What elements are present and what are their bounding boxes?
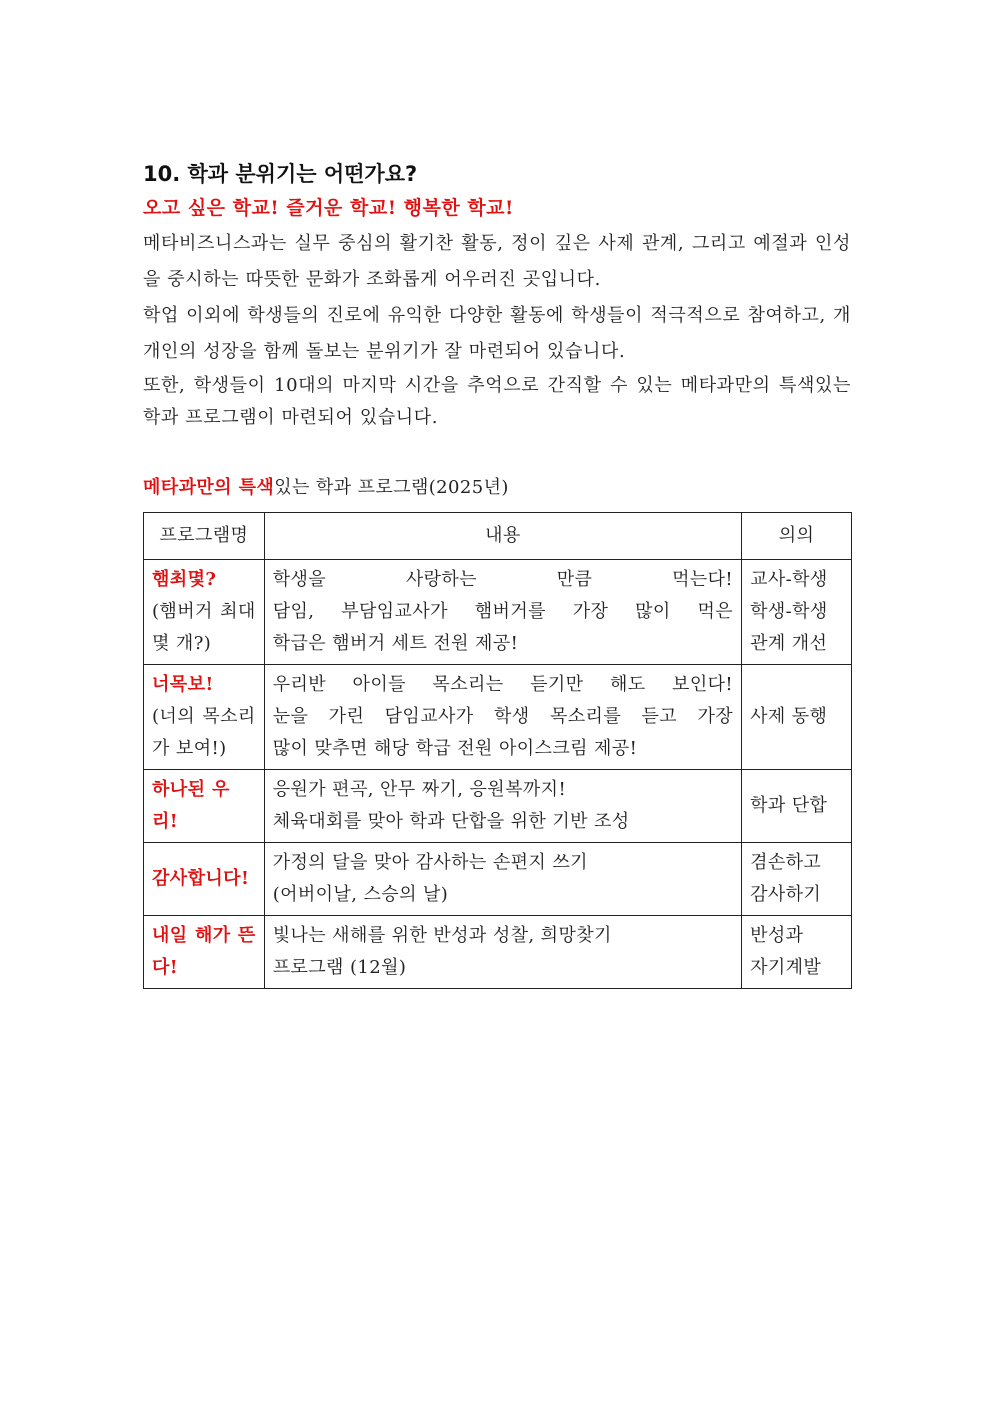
content-line: 프로그램 (12월)	[272, 957, 407, 978]
header-program-name: 프로그램명	[144, 513, 265, 560]
meaning-line: 사제 동행	[750, 706, 828, 727]
table-caption-highlight: 메타과만의 특색	[143, 477, 275, 498]
table-row	[144, 665, 852, 770]
header-meaning: 의의	[742, 513, 852, 560]
program-name-cell	[144, 560, 265, 665]
meaning-line: 교사-학생	[750, 569, 828, 590]
content-line: 우리반 아이들 목소리는 듣기만 해도 보인다!	[272, 674, 734, 695]
meaning-line: 반성과	[750, 925, 804, 946]
program-name-cell	[144, 665, 265, 770]
program-subtitle: (햄버거 최대 몇 개?)	[152, 601, 256, 654]
content-line: 가정의 달을 맞아 감사하는 손편지 쓰기	[272, 852, 588, 873]
table-row	[144, 916, 852, 989]
table-header-row	[144, 513, 852, 560]
program-title: 내일 해가 뜬다!	[152, 925, 256, 978]
program-table	[143, 512, 852, 989]
content-line: 빛나는 새해를 위한 반성과 성찰, 희망찾기	[272, 925, 612, 946]
content-line: 눈을 가린 담임교사가 학생 목소리를 듣고 가장	[272, 706, 734, 727]
content-line: (어버이날, 스승의 날)	[272, 884, 449, 905]
meaning-line: 감사하기	[750, 884, 822, 905]
content-line: 응원가 편곡, 안무 짜기, 응원복까지!	[272, 779, 567, 800]
paragraph-1: 메타비즈니스과는 실무 중심의 활기찬 활동, 정이 깊은 사제 관계, 그리고 예절과 인성을 중시하는 따뜻한 문화가 조화롭게 어우러진 곳입니다.	[143, 233, 851, 290]
paragraph-3: 또한, 학생들이 10대의 마지막 시간을 추억으로 간직할 수 있는 메타과만의 특색있는 학과 프로그램이 마련되어 있습니다.	[143, 375, 851, 428]
program-meaning-cell	[742, 843, 852, 916]
program-name-cell	[144, 916, 265, 989]
table-caption-rest: 있는 학과 프로그램(2025년)	[274, 477, 509, 498]
program-title: 하나된 우리!	[152, 779, 230, 832]
table-row	[144, 770, 852, 843]
program-title: 너목보!	[152, 674, 214, 695]
meaning-line: 관계 개선	[750, 633, 828, 654]
table-row	[144, 560, 852, 665]
meaning-line: 겸손하고	[750, 852, 822, 873]
program-content-cell	[264, 916, 741, 989]
program-subtitle: (너의 목소리가 보여!)	[152, 706, 256, 759]
meaning-line: 자기계발	[750, 957, 822, 978]
program-title: 햄최몇?	[152, 569, 217, 590]
content-line: 많이 맞추면 해당 학급 전원 아이스크림 제공!	[272, 738, 638, 759]
program-meaning-cell	[742, 770, 852, 843]
content-line: 학급은 햄버거 세트 전원 제공!	[272, 633, 519, 654]
program-meaning-cell	[742, 916, 852, 989]
program-name-cell	[144, 843, 265, 916]
program-content-cell	[264, 560, 741, 665]
meaning-line: 학과 단합	[750, 795, 828, 816]
table-caption	[143, 472, 851, 504]
meaning-line: 학생-학생	[750, 601, 828, 622]
section-heading: 10. 학과 분위기는 어떤가요?	[143, 162, 418, 186]
program-title: 감사합니다!	[152, 868, 250, 889]
program-content-cell	[264, 665, 741, 770]
program-content-cell	[264, 843, 741, 916]
table-row	[144, 843, 852, 916]
program-meaning-cell	[742, 560, 852, 665]
program-name-cell	[144, 770, 265, 843]
paragraph-2: 학업 이외에 학생들의 진로에 유익한 다양한 활동에 학생들이 적극적으로 참여하고, 개개인의 성장을 함께 돌보는 분위기가 잘 마련되어 있습니다.	[143, 305, 851, 362]
content-line: 담임, 부담임교사가 햄버거를 가장 많이 먹은	[272, 601, 734, 622]
document-page	[143, 158, 851, 989]
program-meaning-cell	[742, 665, 852, 770]
program-content-cell	[264, 770, 741, 843]
header-content: 내용	[264, 513, 741, 560]
content-line: 학생을 사랑하는 만큼 먹는다!	[272, 569, 734, 590]
content-line: 체육대회를 맞아 학과 단합을 위한 기반 조성	[272, 811, 630, 832]
slogan: 오고 싶은 학교! 즐거운 학교! 행복한 학교!	[143, 197, 514, 219]
